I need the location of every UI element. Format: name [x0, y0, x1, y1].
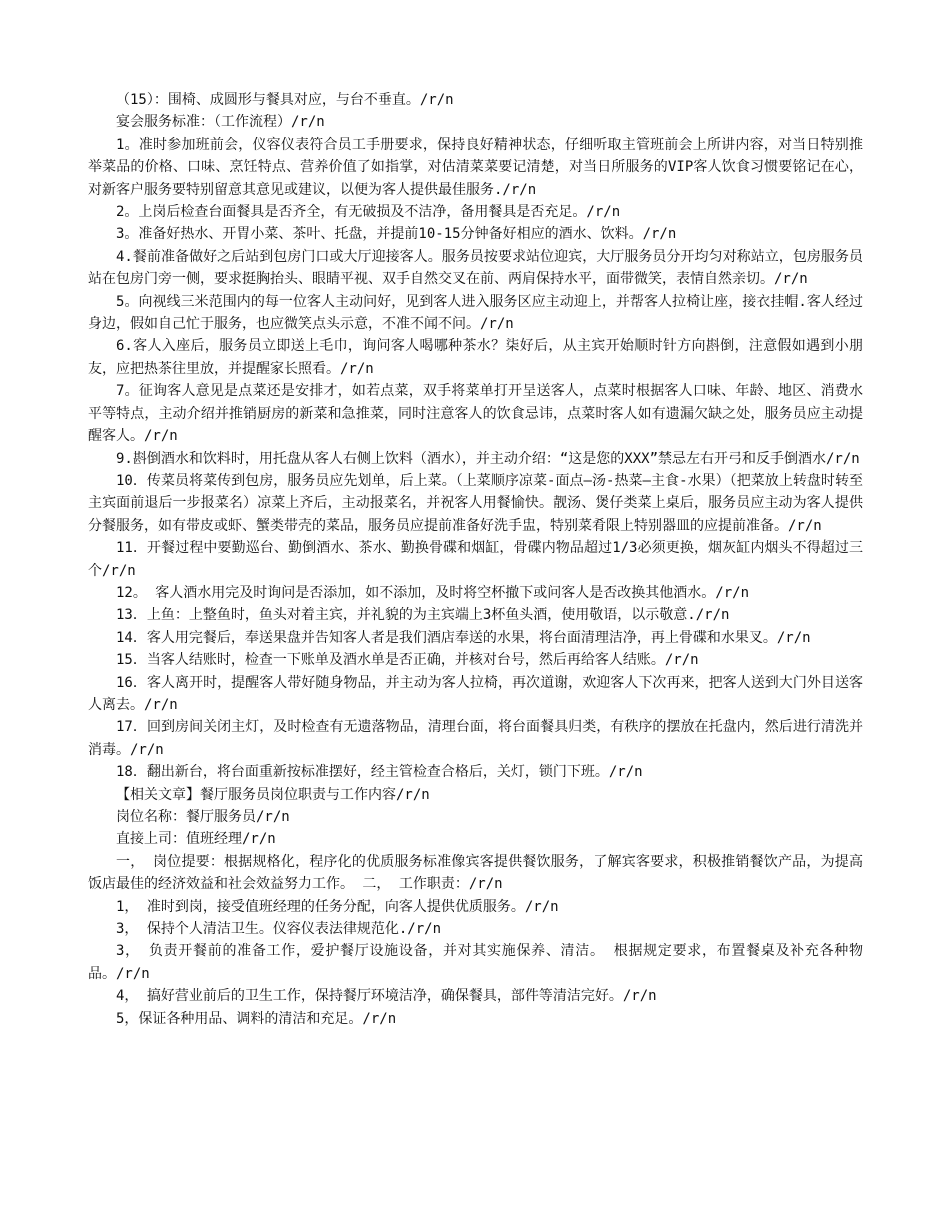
paragraph: 11．开餐过程中要勤巡台、勤倒酒水、茶水、勤换骨碟和烟缸，骨碟内物品超过1/3必须更换，烟灰缸内烟头不得超过三个/r/n: [88, 540, 863, 579]
paragraph: 10．传菜员将菜传到包房，服务员应先划单，后上菜。（上菜顺序凉菜-面点—汤-热菜—主食-水果）（把菜放上转盘时转至主宾面前退后一步报菜名）凉菜上齐后，主动报菜名，并祝客人用餐愉快。靓汤、煲仔类菜上桌后，服务员应主动为客人提供分餐服务，如有带皮或虾、蟹类带壳的菜品，服务员应提前准备好洗手盅，特别菜肴限上特别器皿的应提前准备。/r/n: [88, 472, 863, 534]
paragraph: 4.餐前准备做好之后站到包房门口或大厅迎接客人。服务员按要求站位迎宾，大厅服务员分开均匀对称站立，包房服务员站在包房门旁一侧，要求挺胸抬头、眼睛平视、双手自然交叉在前、两肩保持水平，面带微笑，表情自然亲切。/r/n: [88, 248, 863, 288]
paragraph: （15）：围椅、成圆形与餐具对应，与台不垂直。/r/n: [116, 92, 454, 108]
paragraph: 1。准时参加班前会，仪容仪表符合员工手册要求，保持良好精神状态，仔细听取主管班前会上所讲内容，对当日特别推举菜品的价格、口味、烹饪特点、营养价值了如指掌，对估清菜菜要记清楚，对当日所服务的VIP客人饮食习惯要铭记在心，对新客户服务要特别留意其意见或建议，以便为客人提供最佳服务./r/n: [88, 136, 863, 198]
paragraph: 16．客人离开时，提醒客人带好随身物品，并主动为客人拉椅，再次道谢，欢迎客人下次再来，把客人送到大门外目送客人离去。/r/n: [88, 674, 863, 713]
paragraph: 4， 搞好营业前后的卫生工作，保持餐厅环境洁净，确保餐具，部件等清洁完好。/r/n: [116, 988, 657, 1005]
paragraph: 14．客人用完餐后，奉送果盘并告知客人者是我们酒店奉送的水果，将台面清理洁净，再上骨碟和水果叉。/r/n: [116, 629, 811, 646]
paragraph: 2。上岗后检查台面餐具是否齐全，有无破损及不洁净，备用餐具是否充足。/r/n: [116, 204, 621, 221]
paragraph: 17．回到房间关闭主灯，及时检查有无遗落物品，清理台面，将台面餐具归类，有秩序的摆放在托盘内，然后进行清洗并消毒。/r/n: [88, 719, 863, 758]
paragraph: 一， 岗位提要：根据规格化，程序化的优质服务标准像宾客提供餐饮服务，了解宾客要求，积极推销餐饮产品，为提高饭店最佳的经济效益和社会效益努力工作。 二， 工作职责：/r/n: [88, 853, 863, 893]
paragraph: 3， 保持个人清洁卫生。仪容仪表法律规范化./r/n: [116, 921, 441, 938]
paragraph: 15．当客人结账时，检查一下账单及酒水单是否正确，并核对台号，然后再给客人结账。/r/n: [116, 652, 699, 669]
paragraph: 直接上司：值班经理/r/n: [116, 831, 276, 848]
paragraph: 9.斟倒酒水和饮料时，用托盘从客人右侧上饮料（酒水），并主动介绍：“这是您的XXX”禁忌左右开弓和反手倒酒水/r/n: [116, 450, 860, 467]
paragraph: 宴会服务标准：（工作流程）/r/n: [116, 114, 325, 131]
paragraph: 1， 准时到岗，接受值班经理的任务分配，向客人提供优质服务。/r/n: [116, 898, 559, 915]
paragraph: 3， 负责开餐前的准备工作，爱护餐厅设施设备，并对其实施保养、清洁。 根据规定要求，布置餐桌及补充各种物品。/r/n: [88, 943, 863, 982]
paragraph: 3。准备好热水、开胃小菜、茶叶、托盘，并提前10-15分钟备好相应的酒水、饮料。/r/n: [116, 226, 677, 243]
document-body: [88, 89, 863, 1030]
paragraph: 12。 客人酒水用完及时询问是否添加，如不添加，及时将空杯撤下或问客人是否改换其他酒水。/r/n: [116, 584, 749, 601]
paragraph: 7。征询客人意见是点菜还是安排才，如若点菜，双手将菜单打开呈送客人，点菜时根据客人口味、年龄、地区、消费水平等特点，主动介绍并推销厨房的新菜和急推菜，同时注意客人的饮食忌讳，点菜时客人如有遗漏欠缺之处，服务员应主动提醒客人。/r/n: [88, 383, 863, 445]
paragraph: 岗位名称：餐厅服务员/r/n: [116, 809, 290, 825]
paragraph: 5。向视线三米范围内的每一位客人主动问好，见到客人进入服务区应主动迎上，并帮客人拉椅让座，接衣挂帽.客人经过身边，假如自己忙于服务，也应微笑点头示意，不准不闻不问。/r/n: [88, 293, 863, 333]
paragraph: 13．上鱼：上整鱼时，鱼头对着主宾，并礼貌的为主宾端上3杯鱼头酒，使用敬语，以示敬意./r/n: [116, 607, 730, 624]
paragraph: 5，保证各种用品、调料的清洁和充足。/r/n: [116, 1010, 397, 1027]
paragraph: 18．翻出新台，将台面重新按标准摆好，经主管检查合格后，关灯，锁门下班。/r/n: [116, 764, 643, 781]
paragraph: 6.客人入座后，服务员立即送上毛巾，询问客人喝哪种茶水？柒好后，从主宾开始顺时针方向斟倒，注意假如遇到小朋友，应把热茶往里放，并提醒家长照看。/r/n: [88, 338, 863, 377]
related-article-heading: 【相关文章】餐厅服务员岗位职责与工作内容/r/n: [116, 786, 430, 803]
